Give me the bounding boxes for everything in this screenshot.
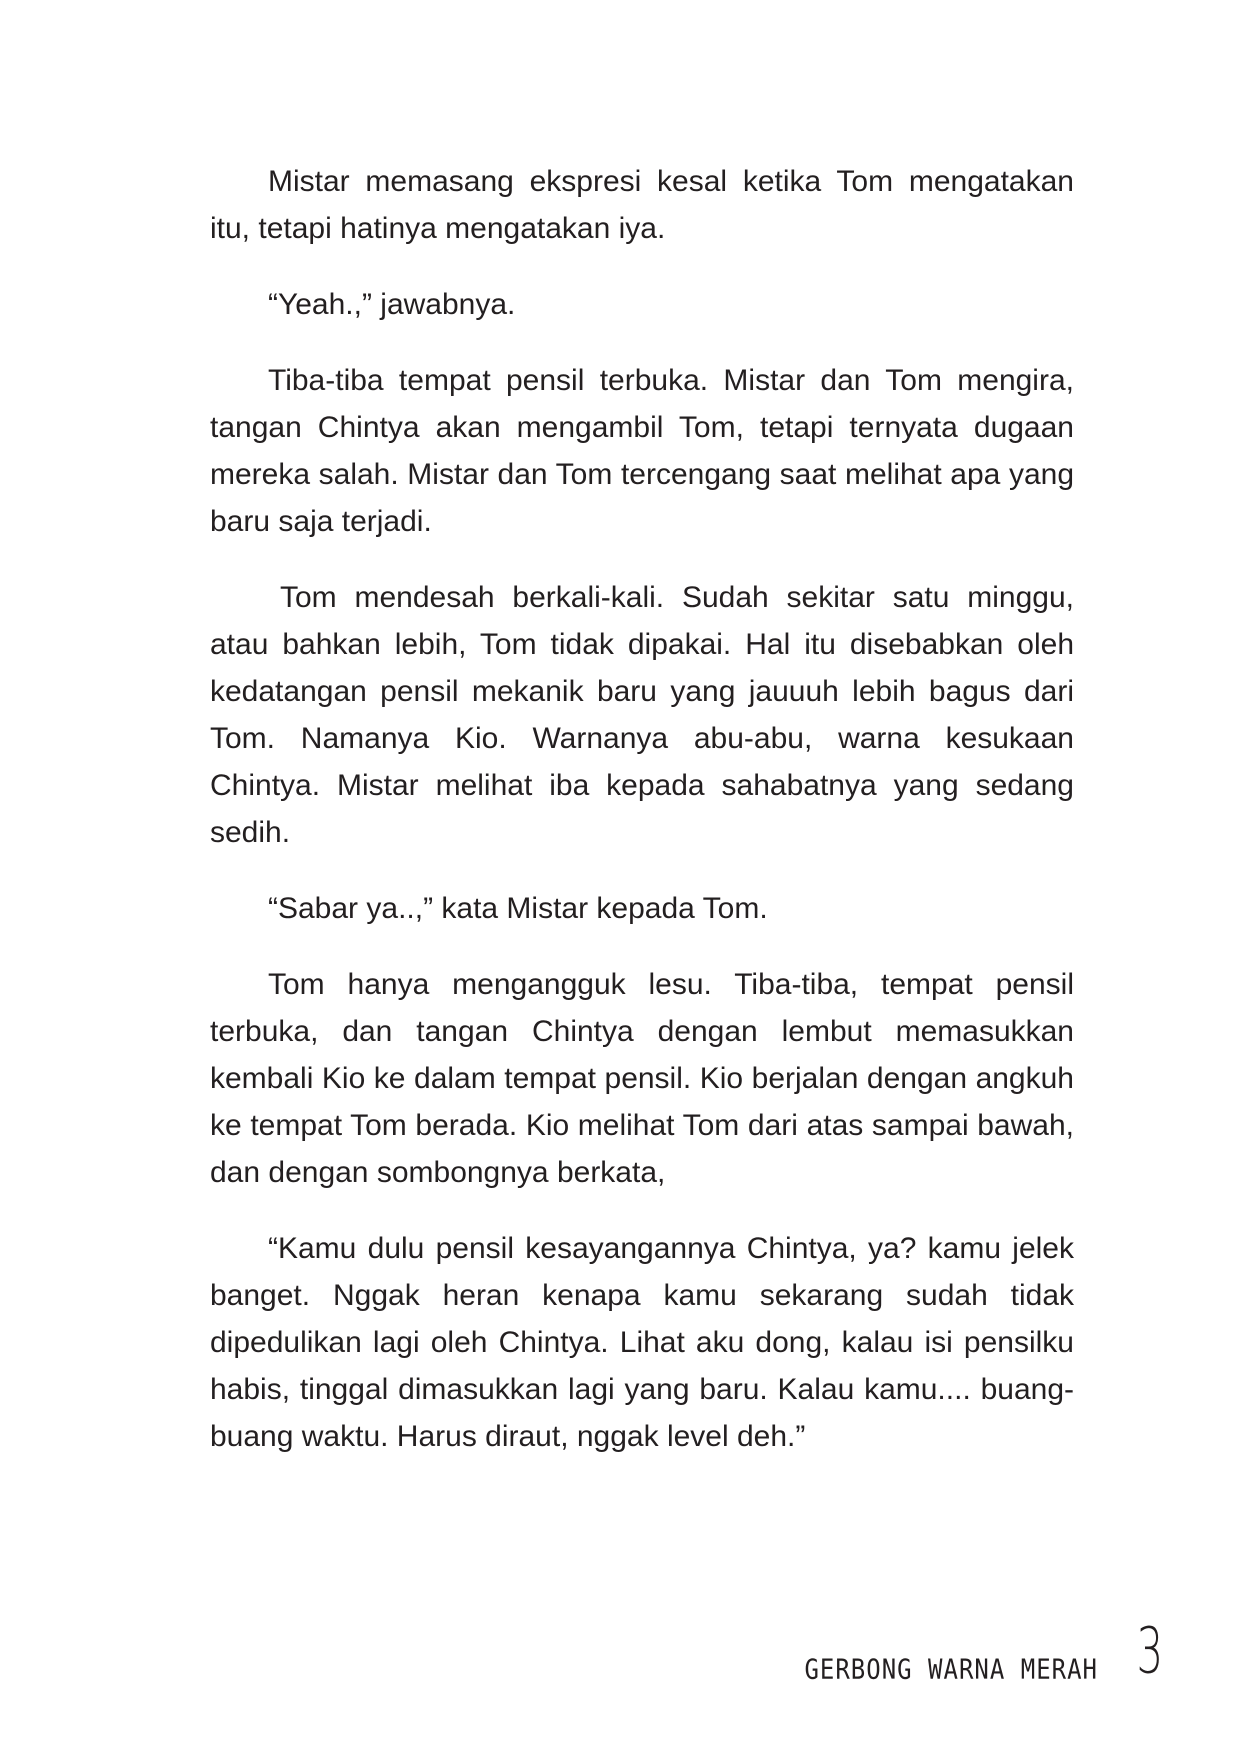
paragraph: Tiba-tiba tempat pensil terbuka. Mistar dan Tom mengira, tangan Chintya akan mengambil Tom, tetapi ternyata dugaan mereka salah. Mistar dan Tom tercengang saat melihat apa yang baru saja terjadi. [210, 364, 1074, 538]
running-footer-title: GERBONG WARNA MERAH [804, 1653, 1098, 1686]
body-text [210, 158, 1074, 1489]
paragraph: Tom hanya mengangguk lesu. Tiba-tiba, tempat pensil terbuka, dan tangan Chintya dengan lembut memasukkan kembali Kio ke dalam tempat pensil. Kio berjalan dengan angkuh ke tempat Tom berada. Kio melihat Tom dari atas sampai bawah, dan dengan sombongnya berkata, [210, 968, 1074, 1189]
paragraph: “Sabar ya..,” kata Mistar kepada Tom. [268, 892, 768, 925]
paragraph: “Kamu dulu pensil kesayangannya Chintya, ya? kamu jelek banget. Nggak heran kenapa kamu sekarang sudah tidak dipedulikan lagi oleh Chintya. Lihat aku dong, kalau isi pensilku habis, tinggal dimasukkan lagi yang baru. Kalau kamu.... buang-buang waktu. Harus diraut, nggak level deh.” [210, 1232, 1074, 1453]
page-number: 3 [1136, 1614, 1163, 1689]
paragraph: “Yeah.,” jawabnya. [268, 288, 516, 321]
paragraph: Tom mendesah berkali-kali. Sudah sekitar satu minggu, atau bahkan lebih, Tom tidak dipakai. Hal itu disebabkan oleh kedatangan pensil mekanik baru yang jauuuh lebih bagus dari Tom. Namanya Kio. Warnanya abu-abu, warna kesukaan Chintya. Mistar melihat iba kepada sahabatnya yang sedang sedih. [210, 581, 1074, 849]
paragraph: Mistar memasang ekspresi kesal ketika Tom mengatakan itu, tetapi hatinya mengatakan iya. [210, 165, 1074, 245]
